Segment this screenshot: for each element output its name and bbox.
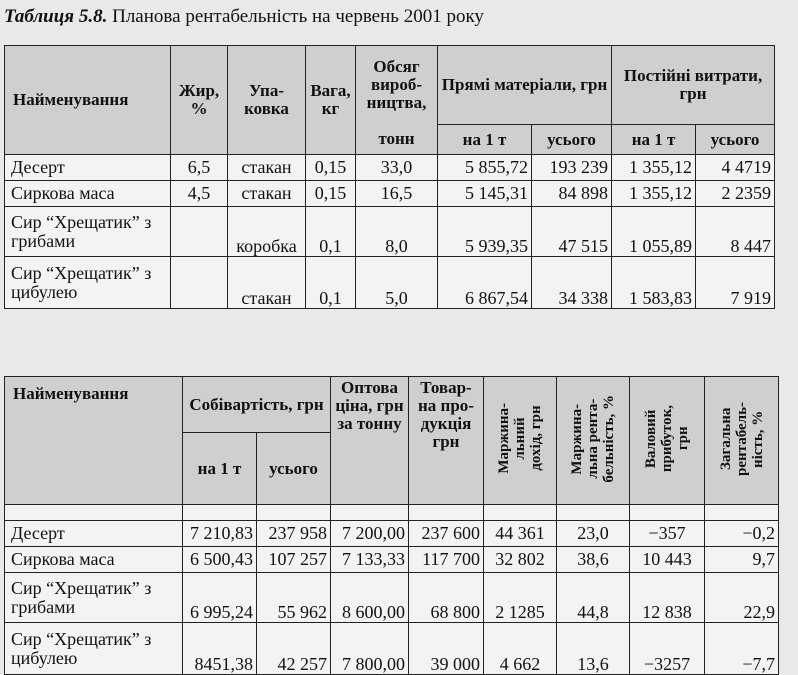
row-dm-total: 193 239 — [532, 155, 612, 181]
row-dm-per-t: 5 855,72 — [438, 155, 532, 181]
row-gross: 12 838 — [630, 573, 705, 623]
row-commodity: 237 600 — [409, 521, 484, 547]
row-name: Сир “Хрещатик” з грибами — [5, 207, 171, 257]
cost-total-header: усього — [257, 433, 331, 505]
row-volume: 5,0 — [356, 257, 438, 309]
row-pack: стакан — [228, 257, 306, 309]
col-margin-income-header — [484, 377, 557, 505]
overall-label: Загальна рентабель- ність, % — [717, 401, 766, 476]
row-name: Сир “Хрещатик” з цибулею — [5, 623, 183, 675]
row-fat: 6,5 — [171, 155, 228, 181]
row-weight: 0,1 — [306, 257, 356, 309]
row-fc-per-t: 1 355,12 — [612, 155, 696, 181]
row-dm-per-t: 6 867,54 — [438, 257, 532, 309]
table-row — [5, 155, 775, 181]
row-overall: −7,7 — [705, 623, 779, 675]
row-pack: стакан — [228, 181, 306, 207]
row-margin-profit: 23,0 — [557, 521, 630, 547]
row-volume: 16,5 — [356, 181, 438, 207]
production-table — [4, 45, 775, 309]
row-fc-per-t: 1 355,12 — [612, 181, 696, 207]
row-fc-total: 7 919 — [696, 257, 775, 309]
margin-income-label: Маржина- льний дохід, грн — [496, 403, 544, 474]
row-cost-per-t: 7 210,83 — [183, 521, 257, 547]
row-weight: 0,1 — [306, 207, 356, 257]
table-row — [5, 521, 779, 547]
row-cost-per-t: 6 500,43 — [183, 547, 257, 573]
row-gross: −357 — [630, 521, 705, 547]
col-fixed-costs-header: Постійні витрати, грн — [612, 46, 775, 125]
row-margin-profit: 13,6 — [557, 623, 630, 675]
row-wholesale: 7 200,00 — [331, 521, 409, 547]
row-wholesale: 7 800,00 — [331, 623, 409, 675]
row-wholesale: 7 133,33 — [331, 547, 409, 573]
row-overall: −0,2 — [705, 521, 779, 547]
fc-total-header: усього — [696, 125, 775, 155]
caption-title: Планова рентабельність на червень 2001 року — [112, 6, 484, 27]
col-name-header: Найменування — [5, 46, 171, 155]
row-commodity: 117 700 — [409, 547, 484, 573]
row-dm-per-t: 5 145,31 — [438, 181, 532, 207]
dm-per-t-header: на 1 т — [438, 125, 532, 155]
row-fat — [171, 207, 228, 257]
col-fat-header: Жир, % — [171, 46, 228, 155]
row-margin-income: 2 1285 — [484, 573, 557, 623]
row-fc-per-t: 1 583,83 — [612, 257, 696, 309]
table-caption — [4, 6, 484, 28]
cost-per-t-header: на 1 т — [183, 433, 257, 505]
row-pack: коробка — [228, 207, 306, 257]
row-fc-per-t: 1 055,89 — [612, 207, 696, 257]
dm-total-header: усього — [532, 125, 612, 155]
row-name: Сир “Хрещатик” з цибулею — [5, 257, 171, 309]
row-name: Сиркова маса — [5, 181, 171, 207]
col-volume-header: Обсяг вироб-ництва, — [356, 46, 438, 125]
col-cost-header: Собівартість, грн — [183, 377, 331, 433]
row-cost-total: 237 958 — [257, 521, 331, 547]
row-commodity: 39 000 — [409, 623, 484, 675]
table-row — [5, 257, 775, 309]
row-margin-income: 32 802 — [484, 547, 557, 573]
row-dm-total: 47 515 — [532, 207, 612, 257]
col-wholesale-header: Оптова ціна, грн за тонну — [331, 377, 409, 505]
row-dm-total: 34 338 — [532, 257, 612, 309]
row-fat: 4,5 — [171, 181, 228, 207]
row-cost-total: 55 962 — [257, 573, 331, 623]
row-pack: стакан — [228, 155, 306, 181]
row-fc-total: 8 447 — [696, 207, 775, 257]
col-margin-profit-header — [557, 377, 630, 505]
row-volume: 8,0 — [356, 207, 438, 257]
row-dm-total: 84 898 — [532, 181, 612, 207]
row-weight: 0,15 — [306, 155, 356, 181]
row-fc-total: 2 2359 — [696, 181, 775, 207]
col-pack-header: Упа-ковка — [228, 46, 306, 155]
row-name: Сиркова маса — [5, 547, 183, 573]
row-gross: −3257 — [630, 623, 705, 675]
fc-per-t-header: на 1 т — [612, 125, 696, 155]
row-margin-profit: 38,6 — [557, 547, 630, 573]
row-weight: 0,15 — [306, 181, 356, 207]
col-volume-unit: тонн — [356, 125, 438, 155]
profitability-table — [4, 376, 779, 675]
row-fat — [171, 257, 228, 309]
gross-label: Валовий прибуток, грн — [643, 404, 691, 473]
row-margin-income: 44 361 — [484, 521, 557, 547]
margin-profit-label: Маржина- льна рента- бельність, % — [569, 394, 617, 483]
row-margin-profit: 44,8 — [557, 573, 630, 623]
table-row — [5, 207, 775, 257]
row-gross: 10 443 — [630, 547, 705, 573]
row-name: Десерт — [5, 521, 183, 547]
row-name: Сир “Хрещатик” з грибами — [5, 573, 183, 623]
col-overall-header — [705, 377, 779, 505]
col-direct-materials-header: Прямі матеріали, грн — [438, 46, 612, 125]
row-cost-total: 42 257 — [257, 623, 331, 675]
row-commodity: 68 800 — [409, 573, 484, 623]
row-margin-income: 4 662 — [484, 623, 557, 675]
caption-label: Таблиця 5.8. — [4, 6, 108, 27]
table-row — [5, 573, 779, 623]
row-cost-per-t: 6 995,24 — [183, 573, 257, 623]
row-name: Десерт — [5, 155, 171, 181]
row-overall: 9,7 — [705, 547, 779, 573]
row-cost-total: 107 257 — [257, 547, 331, 573]
table-row — [5, 181, 775, 207]
row-volume: 33,0 — [356, 155, 438, 181]
col-gross-header — [630, 377, 705, 505]
row-wholesale: 8 600,00 — [331, 573, 409, 623]
row-fc-total: 4 4719 — [696, 155, 775, 181]
row-cost-per-t: 8451,38 — [183, 623, 257, 675]
row-dm-per-t: 5 939,35 — [438, 207, 532, 257]
col-name-header: Найменування — [5, 377, 183, 505]
table-row — [5, 547, 779, 573]
table-row — [5, 623, 779, 675]
col-commodity-header: Товар-на про-дукція грн — [409, 377, 484, 505]
row-overall: 22,9 — [705, 573, 779, 623]
col-weight-header: Вага, кг — [306, 46, 356, 155]
